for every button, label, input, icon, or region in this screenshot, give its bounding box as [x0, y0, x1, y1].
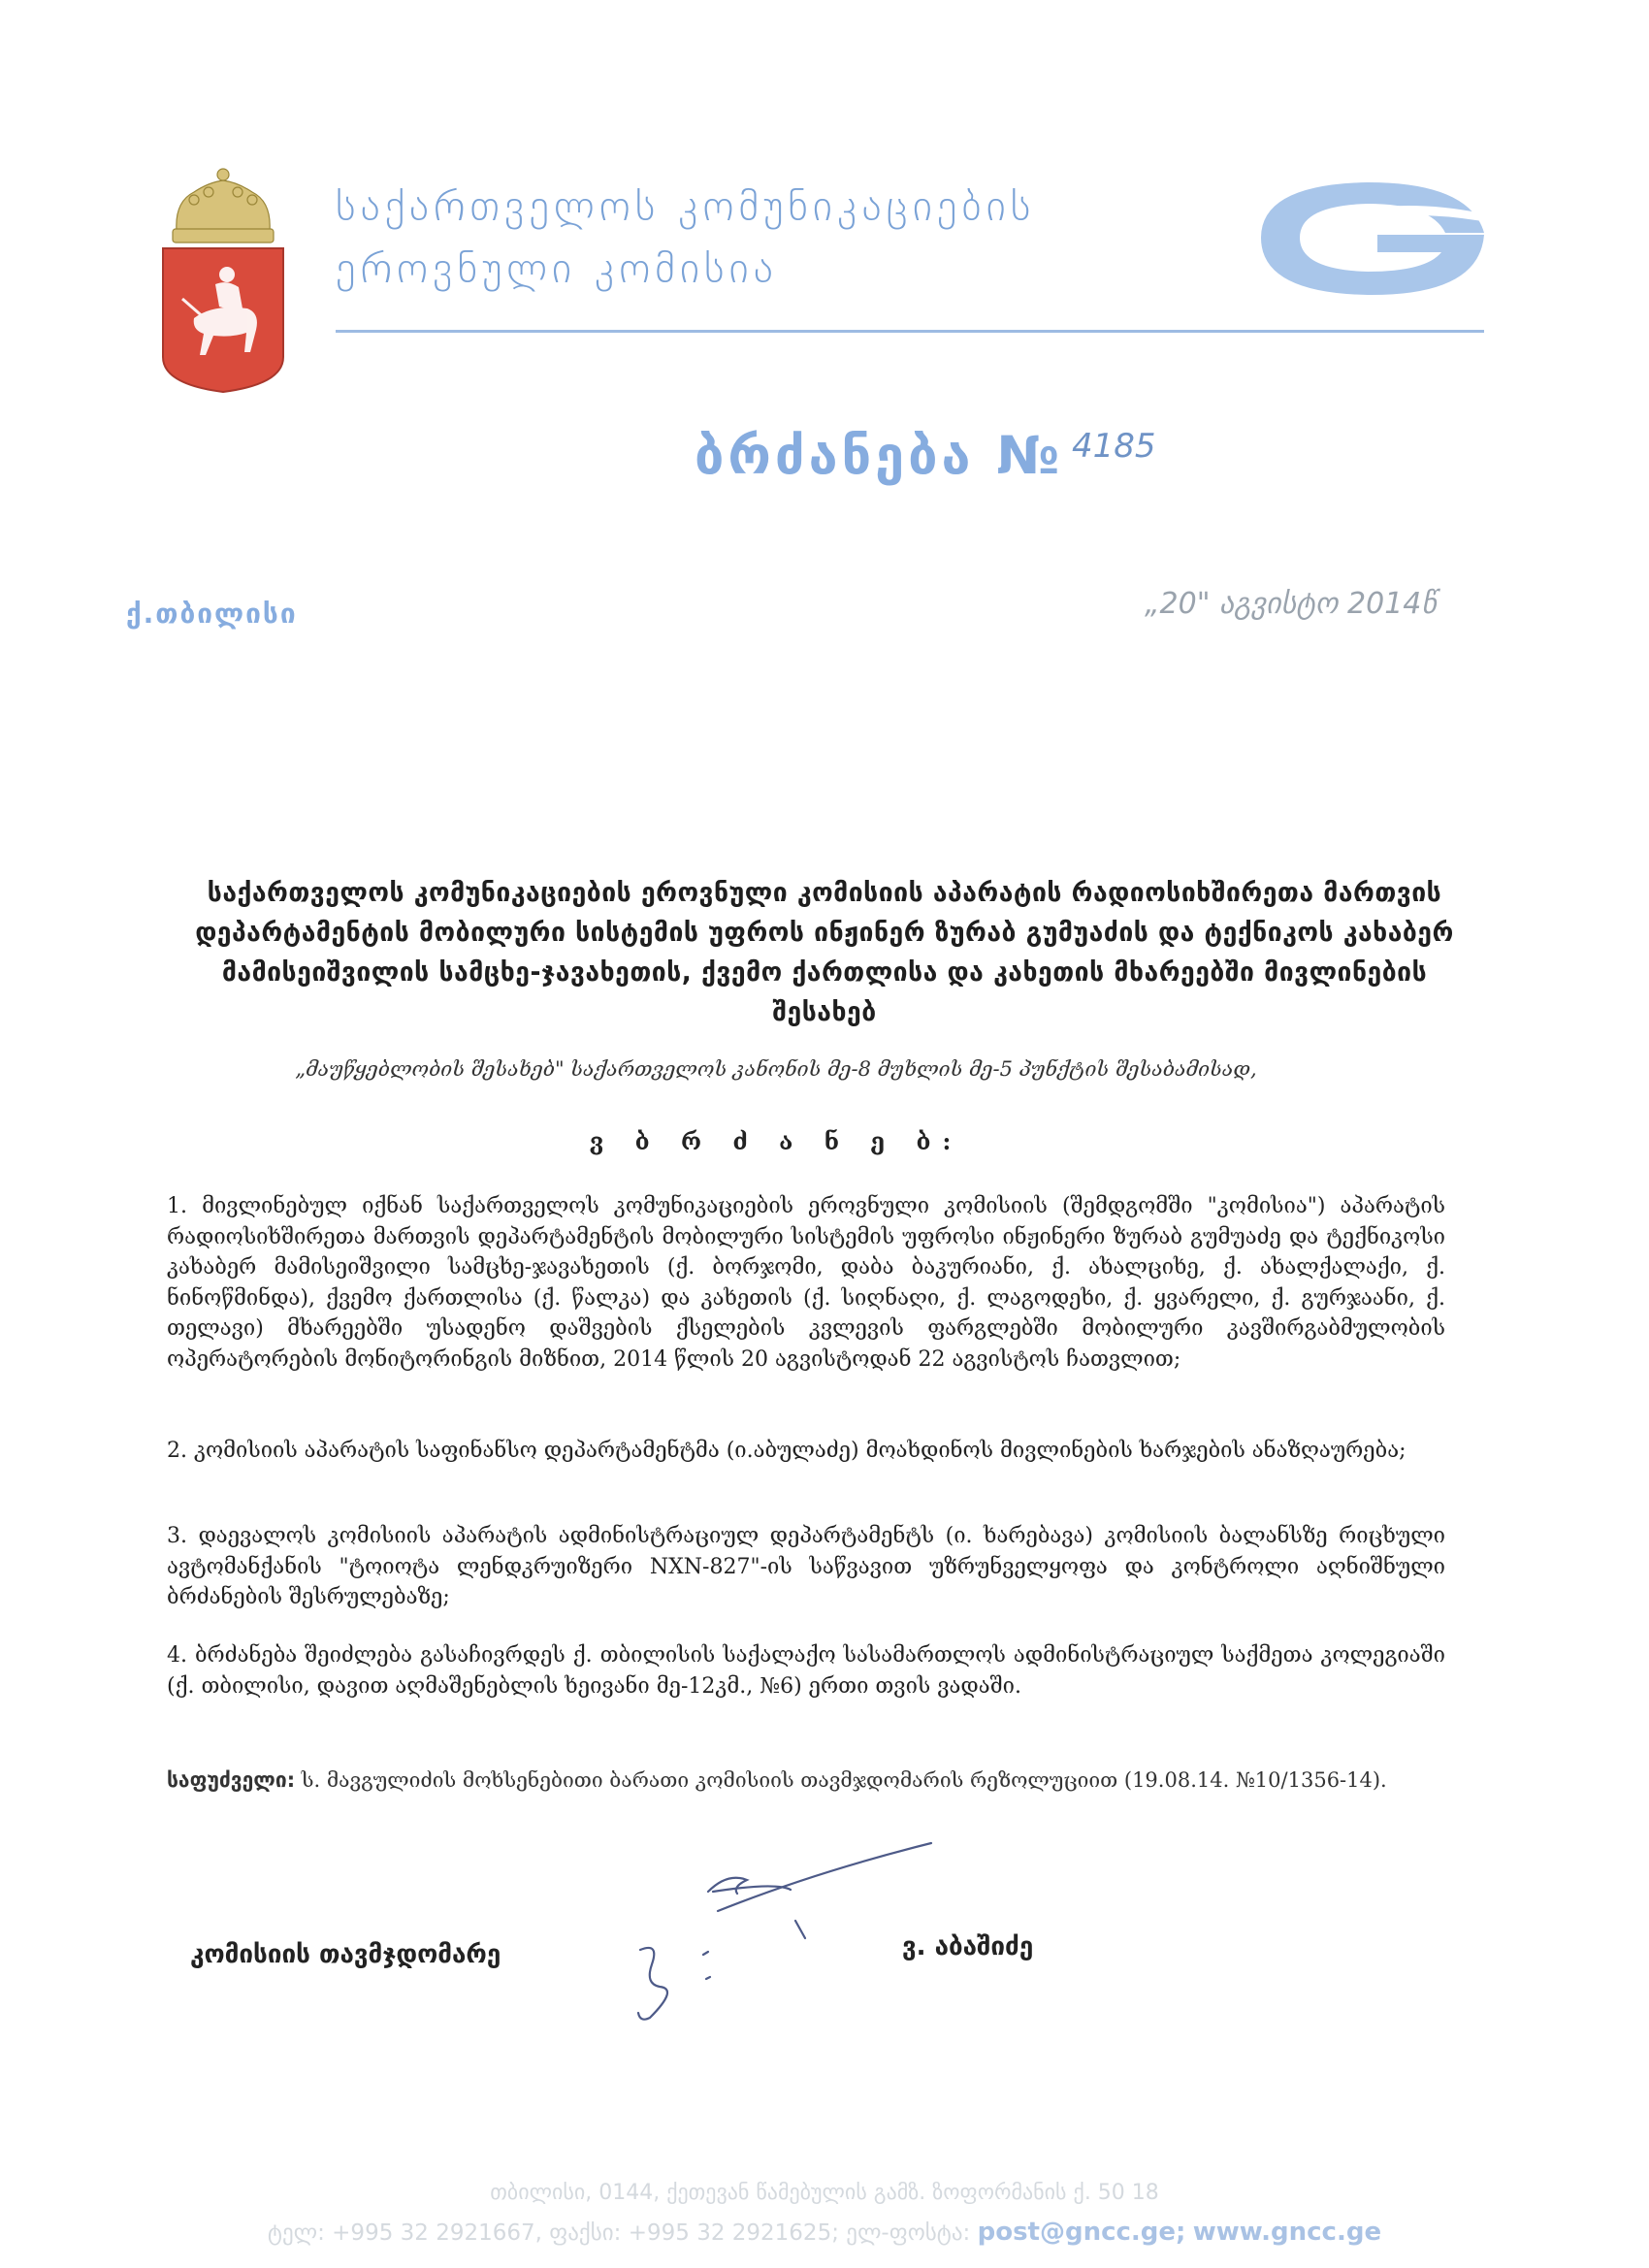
footer-contact	[146, 2218, 1504, 2247]
signatory-name: ვ. აბაშიძე	[902, 1932, 1034, 1961]
header-divider	[336, 330, 1484, 333]
basis-text: ს. მავგულიძის მოხსენებითი ბარათი კომისიის თავმჯდომარის რეზოლუციით (19.08.14. №10/1356-14).	[295, 1768, 1387, 1792]
paragraph-1: 1. მივლინებულ იქნან საქართველოს კომუნიკაციების ეროვნული კომისიის (შემდგომში "კომისია") აპარატის რადიოსიხშირეთა მართვის დეპარტამენტის მობილური სისტემის უფროსი ინჟინერი ზურაბ გუმუაძე და ტექნიკოსი კახაბერ მამისეიშვილი სამცხე-ჯავახეთის (ქ. ბორჯომი, დაბა ბაკურიანი, ქ. ახალციხე, ქ. ახალქალაქი, ქ. ნინოწმინდა), ქვემო ქართლისა (ქ. წალკა) და კახეთის (ქ. სიღნაღი, ქ. ლაგოდეხი, ქ. ყვარელი, ქ. გურჯაანი, ქ. თელავი) მხარეებში უსადენო დაშვების ქსელების კვლევის ფარგლებში მობილური კავშირგაბმულობის ოპერატორების მონიტორინგის მიზნით, 2014 წლის 20 აგვისტოდან 22 აგვისტოს ჩათვლით;	[167, 1194, 1445, 1372]
footer-contact-text: ტელ: +995 32 2921667, ფაქსი: +995 32 2921625; ელ-ფოსტა:	[267, 2220, 978, 2246]
organization-name-line2: ეროვნული კომისია	[336, 244, 778, 293]
city-label: ქ.თბილისი	[126, 598, 298, 630]
legal-basis: „მაუწყებლობის შესახებ" საქართველოს კანონის მე-8 მუხლის მე-5 პუნქტის შესაბამისად,	[295, 1057, 1257, 1081]
footer-email-link[interactable]: post@gncc.ge;	[977, 2218, 1186, 2247]
basis-note	[167, 1766, 1445, 1796]
organization-name-line1: საქართველოს კომუნიკაციების	[336, 182, 1036, 231]
order-title: ბრძანება №	[695, 425, 1064, 486]
gncc-logo-icon	[1251, 175, 1494, 301]
paragraph-4: 4. ბრძანება შეიძლება გასაჩივრდეს ქ. თბილისის საქალაქო სასამართლოს ადმინისტრაციულ საქმეთა კოლეგიაში (ქ. თბილისი, დავით აღმაშენებლის ხეივანი მე-12კმ., №6) ერთი თვის ვადაში.	[167, 1643, 1445, 1699]
order-date: „20" აგვისტო 2014წ	[1145, 587, 1437, 621]
coat-of-arms-icon	[155, 163, 291, 396]
signatory-title: კომისიის თავმჯდომარე	[190, 1940, 501, 1969]
document-title: საქართველოს კომუნიკაციების ეროვნული კომისიის აპარატის რადიოსიხშირეთა მართვის დეპარტამენტის მობილური სისტემის უფროს ინჟინერ ზურაბ გუმუაძის და ტექნიკოს კახაბერ მამისეიშვილის სამცხე-ჯავახეთის, ქვემო ქართლისა და კახეთის მხარეებში მივლინების შესახებ	[195, 878, 1454, 1027]
order-number: 4185	[1072, 427, 1156, 466]
order-heading: ვ ბ რ ძ ა ნ ე ბ:	[589, 1127, 963, 1155]
handwritten-signature-icon	[621, 1833, 951, 2027]
footer-address: თბილისი, 0144, ქეთევან წამებულის გამზ. ზოფორმანის ქ. 50 18	[490, 2181, 1159, 2205]
footer-website-link[interactable]: www.gncc.ge	[1192, 2218, 1382, 2247]
paragraph-2: 2. კომისიის აპარატის საფინანსო დეპარტამენტმა (ი.აბულაძე) მოახდინოს მივლინების ხარჯების ანაზღაურება;	[167, 1439, 1406, 1463]
basis-label: საფუძველი:	[167, 1768, 296, 1792]
paragraph-3: 3. დაევალოს კომისიის აპარატის ადმინისტრაციულ დეპარტამენტს (ი. ხარებავა) კომისიის ბალანსზე რიცხული ავტომანქანის "ტოიოტა ლენდკრუიზერი NXN-827"-ის საწვავით უზრუნველყოფა და კონტროლი აღნიშნული ბრძანების შესრულებაზე;	[167, 1524, 1445, 1609]
